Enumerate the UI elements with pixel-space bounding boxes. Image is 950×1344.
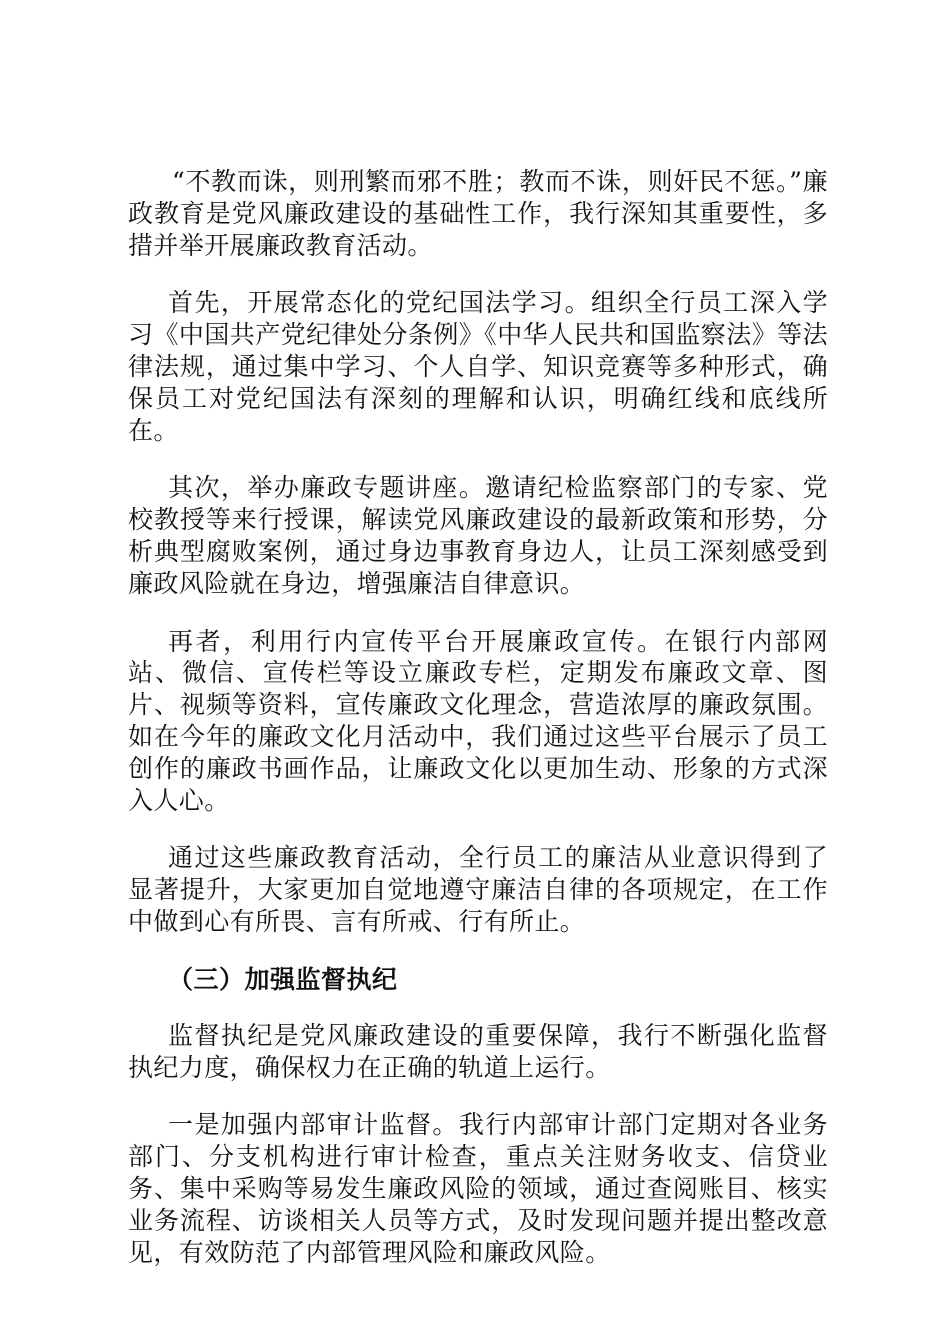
paragraph-lectures: 其次，举办廉政专题讲座。邀请纪检监察部门的专家、党校教授等来行授课，解读党风廉政建设的最新政策和形势，分析典型腐败案例，通过身边事教育身边人，让员工深刻感受到廉政风险就在身边，增强廉洁自律意识。 [128,473,828,598]
document-body [128,166,828,1294]
paragraph-internal-audit: 一是加强内部审计监督。我行内部审计部门定期对各业务部门、分支机构进行审计检查，重点关注财务收支、信贷业务、集中采购等易发生廉政风险的领域，通过查阅账目、核实业务流程、访谈相关人员等方式，及时发现问题并提出整改意见，有效防范了内部管理风险和廉政风险。 [128,1110,828,1267]
paragraph-education-intro: “不教而诛，则刑繁而邪不胜；教而不诛，则奸民不惩。”廉政教育是党风廉政建设的基础性工作，我行深知其重要性，多措并举开展廉政教育活动。 [128,167,828,260]
paragraph-education-results: 通过这些廉政教育活动，全行员工的廉洁从业意识得到了显著提升，大家更加自觉地遵守廉洁自律的各项规定，在工作中做到心有所畏、言有所戒、行有所止。 [128,843,828,936]
paragraph-supervision-intro: 监督执纪是党风廉政建设的重要保障，我行不断强化监督执纪力度，确保权力在正确的轨道上运行。 [128,1020,828,1082]
section-heading: （三）加强监督执纪 [168,964,398,994]
paragraph-law-study: 首先，开展常态化的党纪国法学习。组织全行员工深入学习《中国共产党纪律处分条例》《中华人民共和国监察法》等法律法规，通过集中学习、个人自学、知识竞赛等多种形式，确保员工对党纪国法有深刻的理解和认识，明确红线和底线所在。 [128,288,828,445]
paragraph-publicity: 再者，利用行内宣传平台开展廉政宣传。在银行内部网站、微信、宣传栏等设立廉政专栏，定期发布廉政文章、图片、视频等资料，宣传廉政文化理念，营造浓厚的廉政氛围。如在今年的廉政文化月活动中，我们通过这些平台展示了员工创作的廉政书画作品，让廉政文化以更加生动、形象的方式深入人心。 [128,626,828,815]
